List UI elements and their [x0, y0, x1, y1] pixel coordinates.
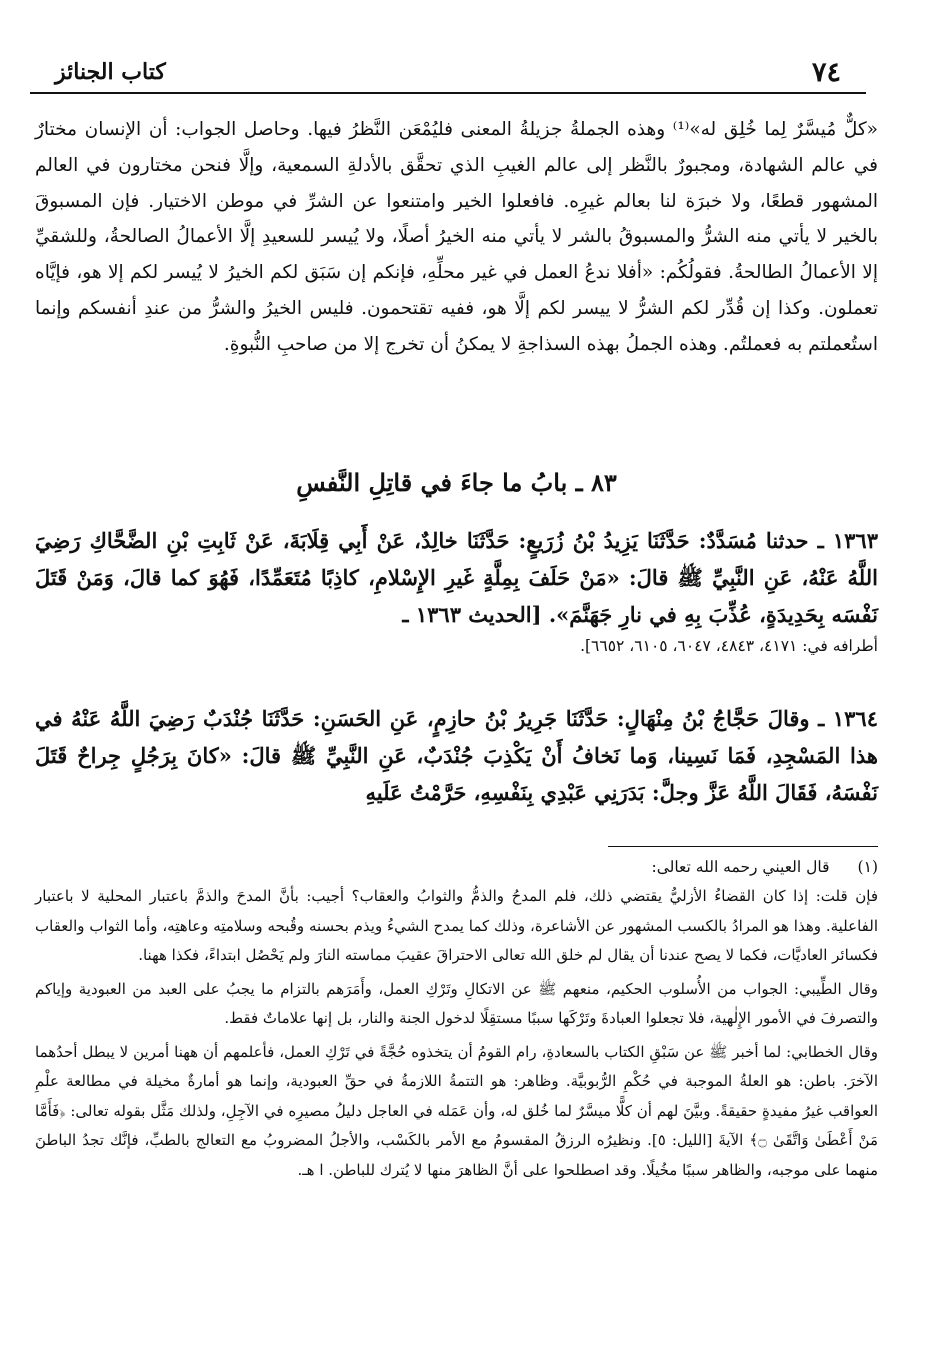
hadith-1363-block	[35, 522, 878, 659]
footnote-paragraph-3: وقال الخطابي: لما أخبر ﷺ عن سَبْقِ الكتاب بالسعادةِ، رام القومُ أن يتخذوه حُجَّةً في تَرْكِ العمل، فأعلمهم أن ههنا أمرين لا يبطل أحدُهما الآخرَ. باطن: هو العلةُ الموجبة في حُكْمِ الرُّبوبيَّة. وظاهر: هو التتمةُ اللازمةُ في حقِّ العبودية، وإنما هو أمارةٌ مخيلة في مطالعة علْمِ العواقب غيرُ مفيدةٍ حقيقةً. وبيَّنَ لهم أن كلًّا ميسَّرٌ لما خُلق له، وأن عَمَله في العاجل دليلُ مصيرِه في الآجِلِ، ولذلك مَثَّل بقوله تعالى: ﴿فَأَمَّا مَنْ أَعْطَىٰ وَاتَّقَىٰ ۝﴾ الآيةَ [الليل: ٥]. ونظيرُه الرزقُ المقسومُ مع الأمر بالكَسْب، والأجلُ المضروبُ مع التعالج بالطبِّ، فإنَّك تجدُ الباطنَ منهما على موجبه، والظاهر سببًا مخُيلًا. وقد اصطلحوا على أنَّ الظاهرَ منها لا يُترك للباطن. ا هـ.	[35, 1042, 879, 1179]
footnote-marker: (١)	[857, 858, 878, 876]
footnote-divider	[608, 846, 878, 847]
hadith-1364-block	[35, 700, 878, 811]
book-title: كتاب الجنائز	[55, 59, 166, 85]
footnote-paragraph-1: فإن قلت: إذا كان القضاءُ الأزليُّ يقتضي ذلك، فلم المدحُ والذمُّ والثوابُ والعقاب؟ أجيب: بأنَّ المدحَ والذمَّ باعتبار المحلية لا باعتبار الفاعلية. وهذا هو المرادُ بالكسب المشهور عن الأشاعرة، وذلك كما يمدح الشيءُ ويذم بحسنه وقُبحه وسلامتِه وعاهتِه، وأما الثواب والعقاب فكسائر العاديَّات، فكما لا يصح عندنا أن يقال لم خلق الله تعالى الاحتراقَ عقيبَ مماسته النارَ ولم يَحْصُل ابتداءً، فكذا ههنا.	[35, 887, 878, 964]
footnote-heading: قال العيني رحمه الله تعالى:	[651, 858, 830, 876]
footnotes	[35, 852, 878, 1189]
commentary-paragraph: «كلٌّ مُيسَّرٌ لِما خُلِق له»⁽¹⁾ وهذه الجملةُ جزيلةُ المعنى فليُمْعَن النَّظرُ فيها. وحاصل الجواب: أن الإنسان مختارٌ في عالم الشهادة، ومجبورٌ بالنَّظر إلى عالم الغيبِ الذي تحقَّق بالأدلةِ السمعية، وإلَّا فنحن مختارون في العالم المشهور قطعًا، ولا خبرَة لنا بعالم غيرِه. فافعلوا الخير وامتنعوا عن الشرِّ في موطن الاختيار. فإن المسبوقَ بالخير لا يأتي منه الشرُّ والمسبوقُ بالشر لا يأتي منه الخيرُ أصلًا، ولا يُيسر للسعيدِ إلَّا الأعمالُ الصالحةُ، وللشقيِّ إلا الأعمالُ الطالحةُ. فقولُكُم: «أفلا ندعُ العمل في غير محلِّهِ، فإنكم إن سَبَق لكم الخيرُ لا يُيسر لكم إلا هو، فإيَّاه تعملون. وكذا إن قُدِّر لكم الشرُّ لا ييسر لكم إلَّا هو، ففيه تقتحمون. فليس الخيرُ والشرُّ من عندِ أنفسكم وإنما استُعملتم به فعملتُم. وهذه الجملُ بهذه السذاجةِ لا يمكنُ أن تخرج إلا من صاحبِ النُّبوةِ.	[35, 119, 878, 355]
hadith-1363-cross-reference: أطرافه في: ٤١٧١، ٤٨٤٣، ٦٠٤٧، ٦١٠٥، ٦٦٥٢].	[580, 637, 878, 655]
chapter-heading: ٨٣ ـ بابُ ما جاءَ في قاتِلِ النَّفسِ	[296, 468, 617, 497]
footnote-paragraph-2: وقال الطِّيبي: الجواب من الأُسلوب الحكيم، منعهم ﷺ عن الاتكالِ وتَرْكِ العمل، وأَمَرَهم بالتزام ما يجبُ على العبد من العبودية وإياكم والتصرفَ في الأمور الإِلٰهية، فلا تجعلوا العبادةَ وتَرْكَها سببًا مستقِلًا لدخول الجنة والنار، بل إنها علاماتٌ فقط.	[35, 979, 878, 1027]
footnote-heading-line	[35, 852, 878, 882]
page-number: ٧٤	[811, 57, 841, 88]
header-divider	[30, 92, 866, 94]
commentary-block	[35, 112, 878, 363]
hadith-1364-text: ١٣٦٤ ـ وقالَ حَجَّاجُ بْنُ مِنْهَالٍ: حَدَّثَنَا جَرِيرُ بْنُ حازِمٍ، عَنِ الحَسَنِ: حَدَّثَنَا جُنْدَبٌ رَضِيَ اللَّهُ عَنْهُ في هذا المَسْجِدِ، فَمَا نَسِينا، وَما نَخافُ أَنْ يَكْذِبَ جُنْدَبٌ، عَنِ النَّبِيِّ ﷺ قالَ: «كانَ بِرَجُلٍ جِراحٌ قَتَلَ نَفْسَهُ، فَقَالَ اللَّهُ عَزَّ وجلَّ: بَدَرَنِي عَبْدِي بِنَفْسِهِ، حَرَّمْتُ عَلَيهِ	[35, 706, 878, 805]
hadith-1363-text: ١٣٦٣ ـ حدثنا مُسَدَّدٌ: حَدَّثَنَا يَزِيدُ بْنُ زُرَيعٍ: حَدَّثَنَا خالِدٌ، عَنْ أَبِي قِلَابَةَ، عَنْ ثَابِتِ بْنِ الضَّحَّاكِ رَضِيَ اللَّهُ عَنْهُ، عَنِ النَّبِيِّ ﷺ قالَ: «مَنْ حَلَفَ بِمِلَّةٍ غَيرِ الإِسْلامِ، كاذِبًا مُتَعَمِّدًا، فَهُوَ كما قالَ، وَمَنْ قَتَلَ نَفْسَه بِحَدِيدَةٍ، عُذِّبَ بِهِ في نارِ جَهَنَّمَ». [الحديث ١٣٦٣ ـ	[35, 528, 878, 627]
running-header	[30, 55, 896, 95]
